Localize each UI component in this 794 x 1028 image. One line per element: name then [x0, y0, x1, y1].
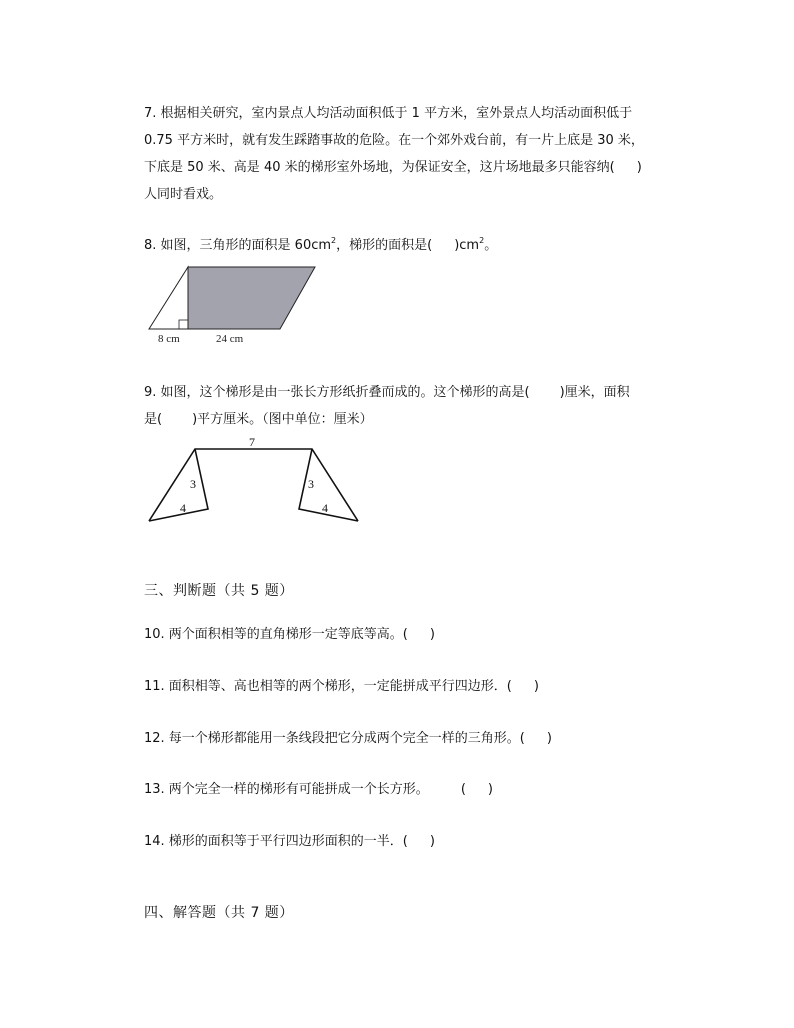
section-4-title: 四、解答题（共 7 题） — [144, 905, 294, 921]
q9-top-label: 7 — [249, 435, 255, 449]
q8-figure — [140, 260, 330, 348]
q13-open: ( — [460, 782, 466, 797]
q11-close: ) — [533, 679, 539, 694]
q10-close: ) — [429, 627, 435, 642]
q7-line-1: 7. 根据相关研究，室内景点人均活动面积低于 1 平方米，室外景点人均活动面积低于 — [144, 106, 633, 121]
q8-text-c: )cm — [454, 238, 480, 253]
q11-text: 11. 面积相等、高也相等的两个梯形，一定能拼成平行四边形．( — [144, 679, 512, 694]
q8-trapezoid-shaded — [188, 267, 315, 329]
q9-right-side-label: 3 — [308, 477, 314, 491]
q8-text-d: 。 — [484, 238, 498, 253]
q13 — [144, 780, 493, 800]
q10-text: 10. 两个面积相等的直角梯形一定等底等高。( — [144, 627, 408, 642]
q7-line-4: 人同时看戏。 — [144, 187, 223, 202]
q9-line-1-b: )厘米，面积 — [559, 385, 630, 400]
q9-figure — [140, 432, 370, 532]
q9-line-1 — [144, 383, 630, 403]
q9-left-side-label: 3 — [190, 477, 196, 491]
q11 — [144, 677, 539, 697]
q8-label-8cm: 8 cm — [158, 333, 180, 345]
q9-line-1-a: 9. 如图，这个梯形是由一张长方形纸折叠而成的。这个梯形的高是( — [144, 385, 530, 400]
q9-line-2-b: )平方厘米。（图中单位：厘米） — [192, 412, 373, 427]
q8-question — [144, 236, 497, 256]
q8-text-b: ，梯形的面积是( — [336, 238, 433, 253]
q9-right-bottom-label: 4 — [322, 501, 328, 515]
q7-line-3-close: ) — [636, 160, 642, 175]
q8-label-24cm: 24 cm — [216, 333, 244, 345]
q9-line-2 — [144, 410, 373, 430]
q12-close: ) — [546, 731, 552, 746]
q10 — [144, 625, 435, 645]
q7-line-3 — [144, 158, 642, 178]
section-3-title: 三、判断题（共 5 题） — [144, 583, 294, 599]
q14 — [144, 832, 435, 852]
q13-close: ) — [487, 782, 493, 797]
q9-line-2-a: 是( — [144, 412, 163, 427]
q8-sup-a: 2 — [331, 236, 337, 245]
q13-text: 13. 两个完全一样的梯形有可能拼成一个长方形。 — [144, 782, 429, 797]
q7-line-2: 0.75 平方米时，就有发生踩踏事故的危险。在一个郊外戏台前，有一片上底是 30 米， — [144, 133, 644, 148]
q12 — [144, 729, 552, 749]
q12-text: 12. 每一个梯形都能用一条线段把它分成两个完全一样的三角形。( — [144, 731, 525, 746]
q8-text-a: 8. 如图，三角形的面积是 60cm — [144, 238, 332, 253]
q9-left-fold — [149, 449, 208, 521]
q9-left-bottom-label: 4 — [180, 501, 186, 515]
q14-close: ) — [429, 834, 435, 849]
q8-sup-b: 2 — [479, 236, 485, 245]
q14-text: 14. 梯形的面积等于平行四边形面积的一半．( — [144, 834, 408, 849]
q7-line-3-text: 下底是 50 米、高是 40 米的梯形室外场地，为保证安全，这片场地最多只能容纳( — [144, 160, 615, 175]
